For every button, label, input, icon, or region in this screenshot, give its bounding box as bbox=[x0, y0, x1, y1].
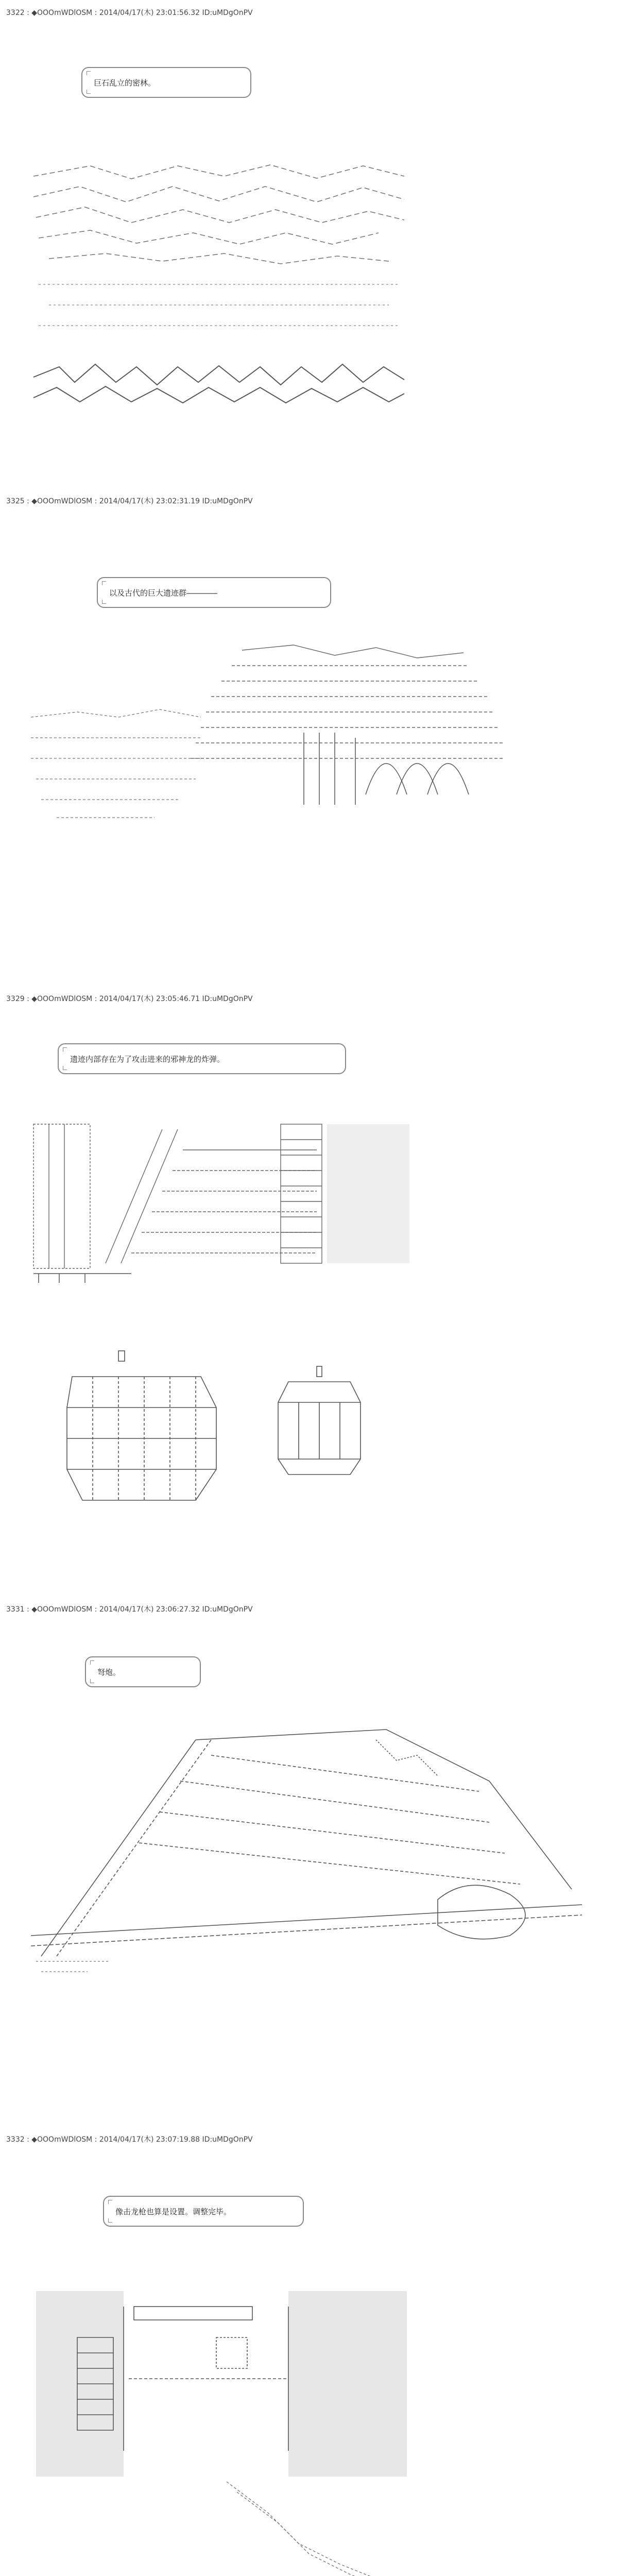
post-header-3331: 3331 : ◆OOOmWDlOSM : 2014/04/17(木) 23:06:27.32 ID:uMDgOnPV bbox=[6, 1605, 253, 1614]
ascii-art-ruins bbox=[26, 621, 515, 835]
caption-text: 弩炮。 bbox=[97, 1667, 121, 1677]
post-header-3329: 3329 : ◆OOOmWDlOSM : 2014/04/17(木) 23:05:46.71 ID:uMDgOnPV bbox=[6, 995, 253, 1003]
caption-bubble-3322 bbox=[81, 67, 251, 98]
caption-text: 以及古代的巨大遗迹群―――― bbox=[109, 588, 218, 598]
ascii-art-ballista bbox=[26, 1700, 592, 1986]
caption-text: 遗迹内部存在为了攻击进来的邪神龙的炸弹。 bbox=[70, 1054, 225, 1064]
ascii-art-bomb-barrels bbox=[62, 1327, 391, 1520]
caption-bubble-3332 bbox=[103, 2196, 304, 2227]
caption-text: 像击龙枪也算是设置。调整完毕。 bbox=[115, 2207, 232, 2216]
post-header-3322: 3322 : ◆OOOmWDlOSM : 2014/04/17(木) 23:01:56.32 ID:uMDgOnPV bbox=[6, 9, 253, 17]
ascii-art-cannon-room bbox=[31, 2257, 422, 2576]
ascii-art-rocks-forest bbox=[28, 137, 409, 433]
caption-text: 巨石乱立的密林。 bbox=[94, 78, 156, 88]
post-header-3325: 3325 : ◆OOOmWDlOSM : 2014/04/17(木) 23:02:31.19 ID:uMDgOnPV bbox=[6, 497, 253, 505]
caption-bubble-3329 bbox=[58, 1043, 346, 1074]
caption-bubble-3331 bbox=[85, 1656, 201, 1687]
caption-bubble-3325 bbox=[97, 577, 331, 608]
post-header-3332: 3332 : ◆OOOmWDlOSM : 2014/04/17(木) 23:07:19.88 ID:uMDgOnPV bbox=[6, 2136, 253, 2144]
ascii-art-stairs bbox=[28, 1100, 420, 1293]
